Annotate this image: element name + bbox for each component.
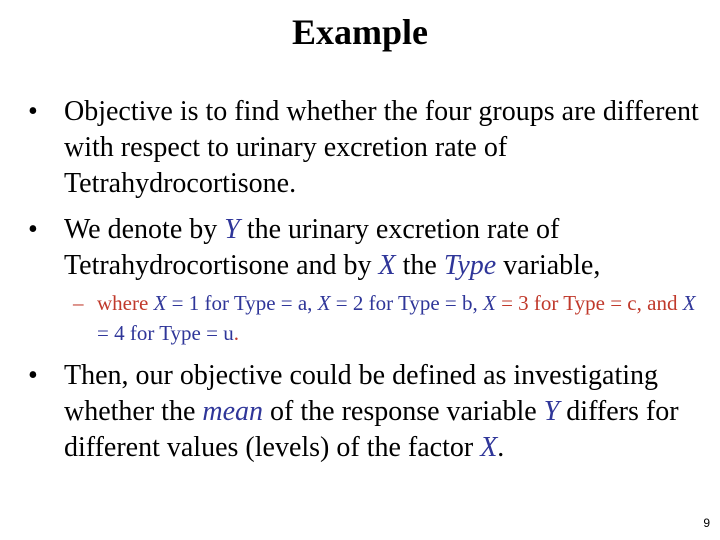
variable-type: Type (443, 250, 497, 281)
bullet-symbol: • (28, 360, 38, 391)
page-number: 9 (703, 516, 710, 530)
bullet-symbol: • (28, 214, 38, 245)
sub-bullet-symbol: – (73, 291, 84, 315)
text-segment: the (395, 250, 444, 281)
bullet-then (28, 358, 704, 466)
bullet-denote (28, 212, 704, 284)
bullet-objective (28, 94, 704, 202)
variable-x: X (153, 291, 167, 315)
text-segment: where (97, 291, 154, 315)
text-segment: We denote by (64, 214, 225, 245)
text-segment: of the response variable (263, 396, 544, 427)
variable-x: X (480, 432, 498, 463)
text-segment: the urinary excretion rate of Tetrahydrocortisone and by (64, 214, 560, 281)
text-segment: variable, (496, 250, 601, 281)
bullet-symbol: • (28, 96, 38, 127)
bullet-text: Objective is to find whether the four groups are different with respect to urinary excretion rate of Tetrahydrocortisone. (64, 96, 699, 199)
text-segment: = 3 for Type = c, and (495, 291, 683, 315)
sub-bullet-definitions (73, 288, 697, 348)
variable-x: X (483, 291, 496, 315)
term-mean: mean (202, 396, 264, 427)
text-segment: = 4 for Type = u (97, 321, 234, 345)
variable-y: Y (543, 396, 560, 427)
slide-title: Example (291, 12, 428, 52)
variable-y: Y (224, 214, 240, 245)
text-segment: . (497, 432, 505, 463)
text-segment: = 2 for Type = b, (330, 291, 483, 315)
text-segment: . (233, 321, 239, 345)
variable-x: X (317, 291, 331, 315)
variable-x: X (378, 250, 396, 281)
variable-x: X (682, 291, 696, 315)
text-segment: differs for different values (levels) of the factor (64, 396, 679, 463)
text-segment: = 1 for Type = a, (166, 291, 318, 315)
text-segment: Then, our objective could be defined as investigating whether the (64, 360, 659, 427)
